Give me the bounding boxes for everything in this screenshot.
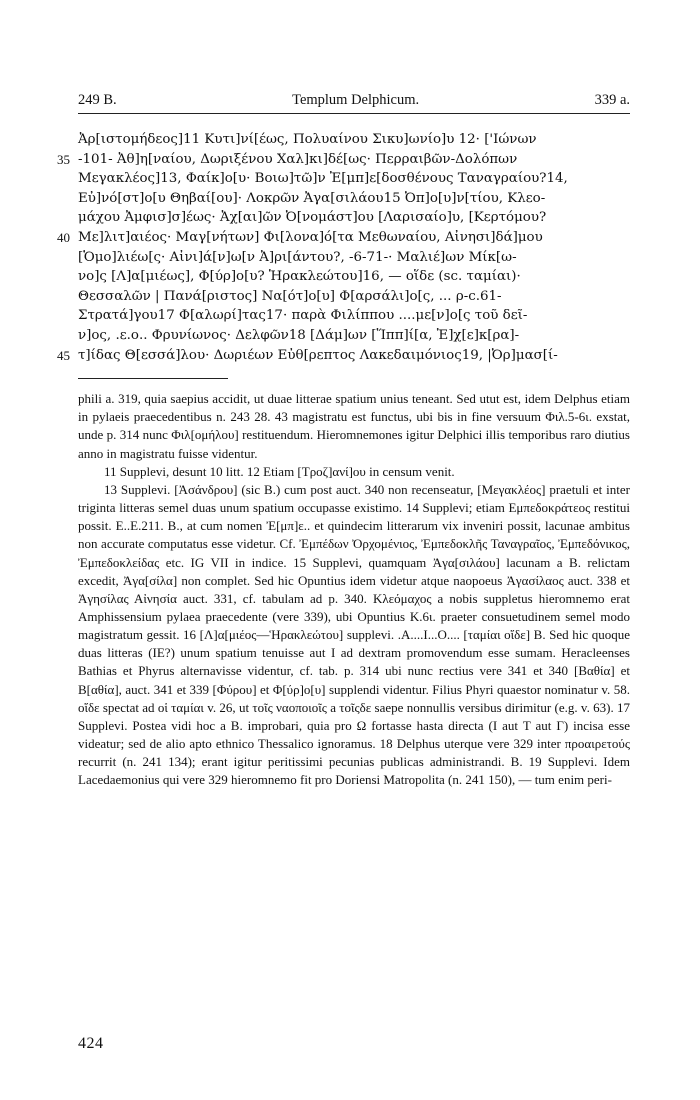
header-left: 249 B.: [78, 92, 117, 108]
footnote-paragraph: phili a. 319, quia saepius accidit, ut duae litterae spatium unius teneant. Sed utut est, idem Delphus etiam in pylaeis praecedentibus n. 243 28. 43 magistratu est functus, ubi bis in fine versuum Φιλ.5-6ι. exstat, unde p. 314 nunc Φιλ[ομήλου] restituendum. Hieromnemones igitur Delphici illis temporibus raro diutius anno in magistratu fuisse videntur.: [78, 391, 630, 461]
text-line: [57, 150, 630, 170]
text-line: [78, 306, 630, 326]
line-number: 45: [57, 347, 70, 363]
text-line: [78, 169, 630, 189]
line-number: 35: [57, 151, 70, 167]
page-number: 424: [78, 1035, 104, 1052]
running-header: [78, 92, 630, 114]
text-line: [78, 248, 630, 268]
text-line: [78, 130, 630, 150]
line-text: Με]λιτ]αιέος· Μαγ[νήτων] Φι[λονα]ό[τα Μεθωναίου, Αἰνησι]δά]μου: [78, 229, 543, 245]
text-line: [78, 287, 630, 307]
text-line: [78, 189, 630, 209]
line-text: -101- Ἀθ]η[ναίου, Δωριξένου Χαλ]κι]δέ[ως· Περραιβῶν-Δολόπων: [78, 151, 518, 167]
text-line: [78, 208, 630, 228]
line-text: Θεσσαλῶν | Πανά[ριστος] Να[ότ]ο[υ] Φ[αρσάλι]ο[ς, ... ρ-c.61-: [78, 288, 502, 304]
text-line: [78, 267, 630, 287]
footnote-paragraph: 11 Supplevi, desunt 10 litt. 12 Etiam [Τροζ]ανί]ου in censum venit.: [104, 463, 455, 479]
line-text: Στρατά]γου17 Φ[αλωρί]τας17· παρὰ Φιλίππου ....με[ν]ο[ς τοῦ δεῖ-: [78, 308, 528, 324]
text-line: [57, 346, 630, 366]
line-number: 40: [57, 229, 70, 245]
line-text: μάχου Ἀμφισ]σ]έως· Ἀχ[αι]ῶν Ὀ[νομάστ]ου [Λαρισαίο]υ, [Κερτόμου?: [78, 210, 547, 226]
line-text: ν]ος, .ε.ο.. Φρυνίωνος· Δελφῶν18 [Δάμ]ων [Ἵππ]ί[α, Ἐ]χ[ε]κ[ρα]-: [78, 327, 520, 343]
line-text: Ἀρ[ιστομήδεος]11 Κυτι]νί[έως, Πολυαίνου Σικυ]ωνίο]υ 12· ['Ιώνων: [78, 132, 537, 147]
text-line: [57, 228, 630, 248]
line-text: Εὐ]νό[στ]ο[υ Θηβαί[ου]· Λοκρῶν Ἀγα[σιλάου15 Ὀπ]ο[υ]ν[τίου, Κλεο-: [78, 190, 546, 206]
header-title: Templum Delphicum.: [292, 92, 420, 108]
line-text: τ]ίδας Θ[εσσά]λου· Δωριέων Εὐθ[ρεπτος Λακεδαιμόνιος19, |Ὀρ]μασ[ί-: [78, 347, 558, 363]
inscription-text: [57, 130, 630, 365]
header-right: 339 a.: [594, 92, 630, 108]
footnotes: [78, 390, 630, 789]
footnote-divider: [78, 378, 228, 379]
text-line: [78, 326, 630, 346]
page: [57, 92, 630, 790]
footnote-paragraph: 13 Supplevi. [Ἀσάνδρου] (sic B.) cum post auct. 340 non recenseatur, [Μεγακλέος] praetuli et inter triginta litteras semel duas unum spatium occupasse existimo. 14 Supplevi; etiam Εμπεδοκράτεος restitui possit. Ε..Ε.211. B., at cum nomen Ἐ[μπ]ε.. et quindecim litterarum vix inveniri possit, lacunae ambitus non accurate computatus esse videtur. Cf. Ἐμπέδων Ὀρχομένιος, Ἐμπεδοκλῆς Ταναγραῖος, Ἐμπεδόνικος, Ἐμπεδοκλείδας etc. IG VII in indice. 15 Supplevi, quamquam Ἀγα[σιλάου] lacunam a B. relictam excedit, Ἀγα[σίλα] non complet. Sed hic Opuntius idem videtur atque naopoeus Ἀγασίλαος auct. 338 et Ἀγησίλας Αἰνησία auct. 331, cf. tabulam ad p. 340. Κλεόμαχος a nobis suppletus hieromnemo erat Amphissensium pylaea praecedente (vere 339), ubi Opuntius Κ.6ι. praeter consuetudinem semel modo magistratum gessit. 16 [Λ]α[μιέος—Ἡρακλεώτου] supplevi. .Α....Ι...Ο.... [ταμίαι οἵδε] B. Sed hic quoque duas litteras (ΙΕ?) unum spatium tenuisse aut Ι ad dextram promovendum esse sumam. Heracleenses Bathias et Phyrus alternavisse videntur, cf. tab. p. 314 ubi nunc rectius vere 341 et 340 [Βαθία] et Β[αθία], auct. 341 et 339 [Φύρου] et Φ[ύρ]ο[υ] supplendi videntur. Filius Phyri quaestor nominatur v. 58. οἵδε spectat ad οἱ ταμίαι v. 26, ut τοῖς ναοποιοῖς a τοῖςδε saepe nonnullis versibus dirimitur (e.g. v. 63). 17 Supplevi. Postea vidi hoc a B. improbari, quia pro Ω fortasse hasta directa (Ι aut Τ aut Γ) incisa esse videatur; sed de alio apto ethnico Thessalico ignoramus. 18 Delphus uterque vere 329 inter προαιρετούς recurrit (n. 241 134); erant igitur peritissimi pecunias publicas administrandi. B. 19 Supplevi. Idem Lacedaemonius qui vere 329 hieromnemo fit pro Doriensi Matropolita (n. 241 150), — tum enim peri-: [78, 481, 630, 788]
line-text: Μεγακλέος]13, Φαίκ]ο[υ· Βοιω]τῶ]ν Ἐ[μπ]ε[δοσθένους Ταναγραίου?14,: [78, 171, 568, 187]
line-text: νο]ς [Λ]α[μιέως], Φ[ύρ]ο[υ? Ἡρακλεώτου]16, — οἵδε (sc. ταμίαι)·: [78, 269, 521, 285]
line-text: [Ὁμο]λιέω[ς· Αἰνι]ά[ν]ω[ν Ἀ]ρι[άντου?, -6-71-· Μαλιέ]ων Μίκ[ω-: [78, 249, 517, 265]
